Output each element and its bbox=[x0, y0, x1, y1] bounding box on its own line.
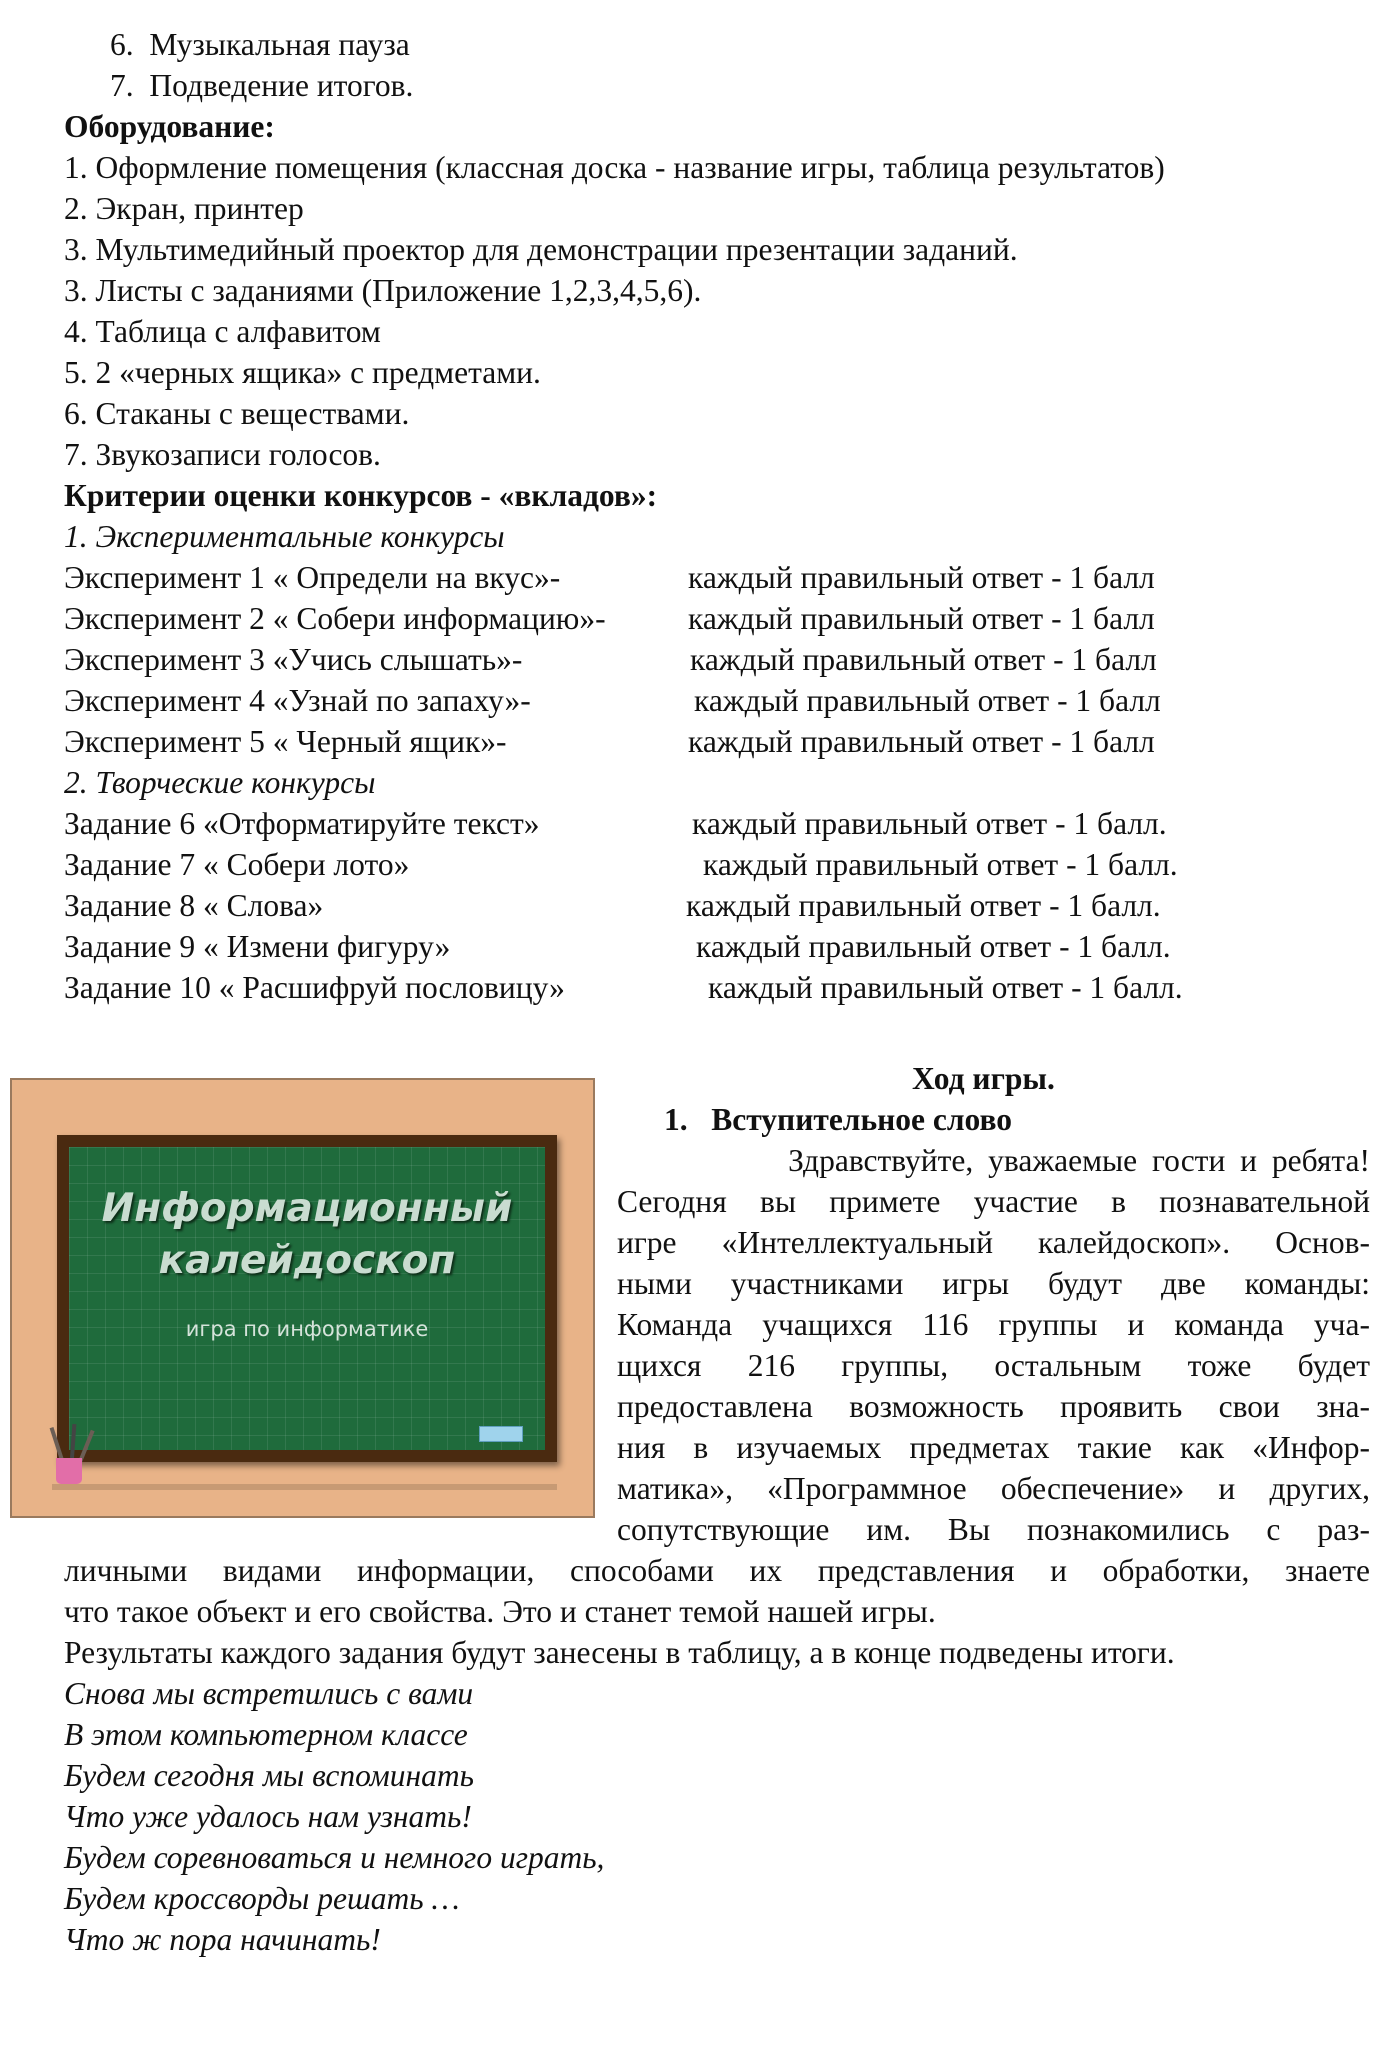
criteria-score: каждый правильный ответ - 1 балл bbox=[694, 683, 1161, 718]
equipment-item: 4. Таблица с алфавитом bbox=[64, 314, 381, 349]
text-line: щихся 216 группы, остальным тоже будет bbox=[617, 1348, 1370, 1383]
criteria-score: каждый правильный ответ - 1 балл. bbox=[708, 970, 1183, 1005]
board-title-line1: Информационный bbox=[101, 1186, 513, 1231]
equipment-item: 6. Стаканы с веществами. bbox=[64, 396, 410, 431]
section-heading: Ход игры. bbox=[912, 1061, 1055, 1096]
chalkboard bbox=[57, 1135, 557, 1462]
criteria-task: Эксперимент 3 «Учись слышать»- bbox=[64, 642, 523, 677]
criteria-task: Задание 10 « Расшифруй пословицу» bbox=[64, 970, 565, 1005]
text-line: сопутствующие им. Вы познакомились с раз- bbox=[617, 1512, 1370, 1547]
text-line: Сегодня вы примете участие в познавательной bbox=[617, 1184, 1370, 1219]
equipment-heading: Оборудование: bbox=[64, 109, 275, 144]
criteria-task: Задание 8 « Слова» bbox=[64, 888, 324, 923]
poem-line: Снова мы встретились с вами bbox=[64, 1676, 474, 1711]
criteria-score: каждый правильный ответ - 1 балл bbox=[688, 601, 1155, 636]
text-line: что такое объект и его свойства. Это и станет темой нашей игры. bbox=[64, 1594, 936, 1629]
criteria-task: Эксперимент 5 « Черный ящик»- bbox=[64, 724, 507, 759]
criteria-section-title: 2. Творческие конкурсы bbox=[64, 765, 376, 800]
text-line: ния в изучаемых предметах такие как «Инфор- bbox=[617, 1430, 1370, 1465]
equipment-item: 7. Звукозаписи голосов. bbox=[64, 437, 381, 472]
text-line: игре «Интеллектуальный калейдоскоп». Основ- bbox=[617, 1225, 1370, 1260]
agenda-item: 7. Подведение итогов. bbox=[110, 68, 414, 103]
pencil-cup-icon bbox=[56, 1458, 82, 1484]
criteria-task: Эксперимент 2 « Собери информацию»- bbox=[64, 601, 606, 636]
poem-line: Будем кроссворды решать … bbox=[64, 1881, 460, 1916]
criteria-task: Эксперимент 4 «Узнай по запаху»- bbox=[64, 683, 531, 718]
equipment-item: 3. Листы с заданиями (Приложение 1,2,3,4,5,6). bbox=[64, 273, 702, 308]
criteria-task: Задание 9 « Измени фигуру» bbox=[64, 929, 451, 964]
chalk-shelf bbox=[52, 1484, 557, 1490]
equipment-item: 1. Оформление помещения (классная доска - название игры, таблица результатов) bbox=[64, 150, 1165, 185]
wrapped-paragraph bbox=[617, 1140, 1370, 1550]
poem-line: Будем сегодня мы вспоминать bbox=[64, 1758, 474, 1793]
criteria-score: каждый правильный ответ - 1 балл bbox=[690, 642, 1157, 677]
eraser-icon bbox=[479, 1426, 523, 1442]
poem-line: Что уже удалось нам узнать! bbox=[64, 1799, 472, 1834]
criteria-score: каждый правильный ответ - 1 балл. bbox=[686, 888, 1161, 923]
criteria-score: каждый правильный ответ - 1 балл. bbox=[696, 929, 1171, 964]
board-title-line2: калейдоскоп bbox=[158, 1238, 456, 1283]
criteria-score: каждый правильный ответ - 1 балл. bbox=[703, 847, 1178, 882]
results-line: Результаты каждого задания будут занесены в таблицу, а в конце подведены итоги. bbox=[64, 1635, 1175, 1670]
chalkboard-image bbox=[10, 1078, 595, 1518]
criteria-score: каждый правильный ответ - 1 балл. bbox=[692, 806, 1167, 841]
equipment-item: 5. 2 «черных ящика» с предметами. bbox=[64, 355, 541, 390]
equipment-item: 3. Мультимедийный проектор для демонстрации презентации заданий. bbox=[64, 232, 1018, 267]
text-line: ными участниками игры будут две команды: bbox=[617, 1266, 1370, 1301]
text-line: личными видами информации, способами их представления и обработки, знаете bbox=[64, 1553, 1370, 1588]
criteria-task: Задание 7 « Собери лото» bbox=[64, 847, 410, 882]
criteria-task: Задание 6 «Отформатируйте текст» bbox=[64, 806, 540, 841]
board-subtitle: игра по информатике bbox=[185, 1317, 429, 1341]
step-heading: 1. Вступительное слово bbox=[664, 1102, 1013, 1137]
poem-line: Что ж пора начинать! bbox=[64, 1922, 381, 1957]
text-line: Здравствуйте, уважаемые гости и ребята! bbox=[788, 1143, 1370, 1178]
text-line: Команда учащихся 116 группы и команда уча- bbox=[617, 1307, 1370, 1342]
poem-line: В этом компьютерном классе bbox=[64, 1717, 468, 1752]
criteria-task: Эксперимент 1 « Определи на вкус»- bbox=[64, 560, 561, 595]
criteria-score: каждый правильный ответ - 1 балл bbox=[688, 560, 1155, 595]
criteria-score: каждый правильный ответ - 1 балл bbox=[688, 724, 1155, 759]
criteria-section-title: 1. Экспериментальные конкурсы bbox=[64, 519, 505, 554]
agenda-item: 6. Музыкальная пауза bbox=[110, 27, 410, 62]
criteria-heading: Критерии оценки конкурсов - «вкладов»: bbox=[64, 478, 658, 513]
equipment-item: 2. Экран, принтер bbox=[64, 191, 304, 226]
poem-line: Будем соревноваться и немного играть, bbox=[64, 1840, 605, 1875]
text-line: предоставлена возможность проявить свои зна- bbox=[617, 1389, 1370, 1424]
text-line: матика», «Программное обеспечение» и других, bbox=[617, 1471, 1370, 1506]
